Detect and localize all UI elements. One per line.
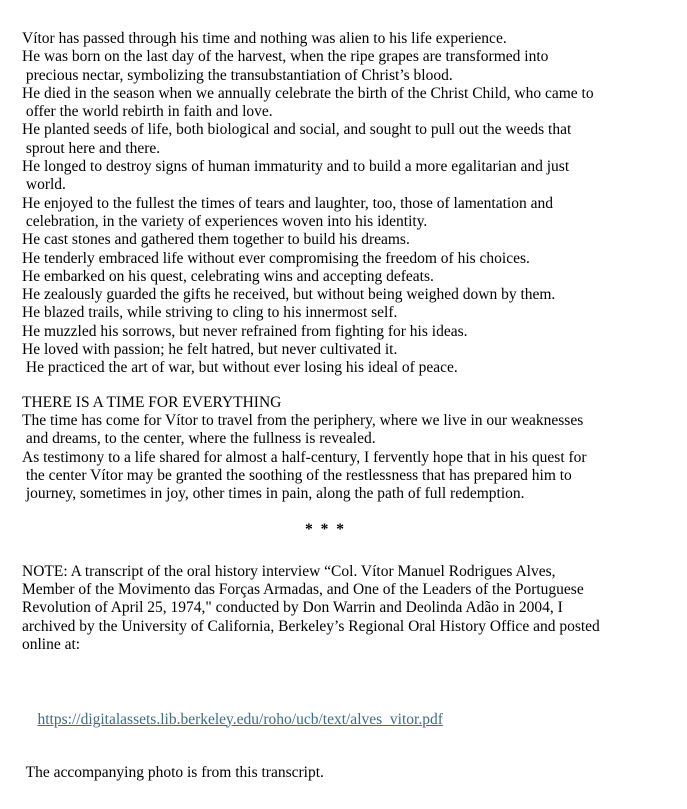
body-line: He blazed trails, while striving to cling to his innermost self. [22, 304, 398, 322]
body-line: He enjoyed to the fullest the times of tears and laughter, too, those of lamentation and [22, 194, 553, 212]
note-line: archived by the University of California, Berkeley’s Regional Oral History Office and posted [22, 617, 600, 635]
section-heading: THERE IS A TIME FOR EVERYTHING [22, 393, 282, 411]
body-line: He zealously guarded the gifts he received, but without being weighed down by them. [22, 286, 556, 304]
body-line: offer the world rebirth in faith and love. [22, 103, 273, 121]
body-line: He practiced the art of war, but without ever losing his ideal of peace. [22, 359, 458, 377]
body-line: He cast stones and gathered them together to build his dreams. [22, 231, 410, 249]
body-line: precious nectar, symbolizing the transubstantiation of Christ’s blood. [22, 66, 453, 84]
body-line: the center Vítor may be granted the soothing of the restlessness that has prepared him to [22, 466, 572, 484]
body-line: Vítor has passed through his time and nothing was alien to his life experience. [22, 30, 507, 47]
body-line: He planted seeds of life, both biological and social, and sought to pull out the weeds that [22, 121, 572, 139]
transcript-pdf-link[interactable]: https://digitalassets.lib.berkeley.edu/roho/ucb/text/alves_vitor.pdf [37, 710, 443, 728]
body-line: As testimony to a life shared for almost a half-century, I fervently hope that in his quest for [22, 448, 587, 466]
body-line: He loved with passion; he felt hatred, but never cultivated it. [22, 341, 398, 359]
closing-line: The accompanying photo is from this transcript. [22, 764, 324, 782]
body-line: He was born on the last day of the harvest, when the ripe grapes are transformed into [22, 48, 549, 66]
body-line: world. [22, 176, 66, 194]
note-line: NOTE: A transcript of the oral history interview “Col. Vítor Manuel Rodrigues Alves, [22, 562, 556, 580]
asterisk-separator: * * * [305, 521, 346, 539]
body-line: and dreams, to the center, where the fullness is revealed. [22, 430, 376, 448]
transcript-link-line [22, 692, 629, 747]
note-line: Revolution of April 25, 1974," conducted by Don Warrin and Deolinda Adão in 2004, I [22, 599, 563, 617]
body-line: He muzzled his sorrows, but never refrained from fighting for his ideas. [22, 322, 468, 340]
body-line: He tenderly embraced life without ever compromising the freedom of his choices. [22, 249, 530, 267]
body-line: sprout here and there. [22, 139, 161, 157]
body-line: He died in the season when we annually celebrate the birth of the Christ Child, who came to [22, 84, 594, 102]
body-line: He embarked on his quest, celebrating wins and accepting defeats. [22, 267, 434, 285]
tribute-paragraph-block [22, 30, 629, 378]
time-for-everything-section [22, 394, 629, 504]
body-line: The time has come for Vítor to travel from the periphery, where we live in our weaknesses [22, 411, 584, 429]
note-line: Member of the Movimento das Forças Armadas, and One of the Leaders of the Portuguese [22, 581, 584, 599]
body-line: He longed to destroy signs of human immaturity and to build a more egalitarian and just [22, 158, 570, 176]
body-line: celebration, in the variety of experiences woven into his identity. [22, 212, 428, 230]
note-paragraph-block [22, 563, 629, 654]
body-line: journey, sometimes in joy, other times in pain, along the path of full redemption. [22, 485, 525, 503]
note-line: online at: [22, 635, 81, 653]
